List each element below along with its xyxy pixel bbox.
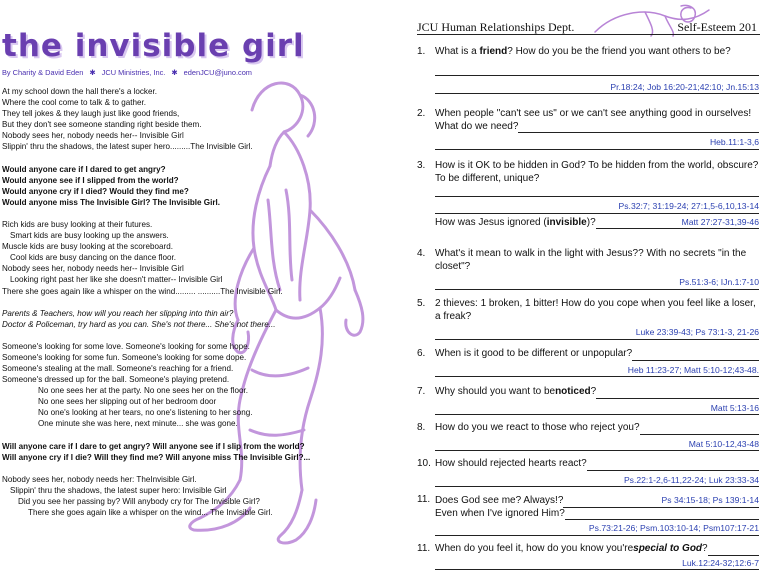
byline-authors: By Charity & David Eden bbox=[2, 68, 84, 77]
question-text: ? How do you be the friend you want others to be? bbox=[507, 46, 731, 57]
question-text: How should rejected hearts react? bbox=[435, 458, 587, 469]
star-icon: ✱ bbox=[89, 68, 96, 77]
answer-line[interactable] bbox=[435, 279, 679, 290]
question-text: Even when I've ignored Him? bbox=[435, 507, 565, 519]
question-text: When do you feel it, how do you know you're bbox=[435, 543, 634, 554]
question-text: What's it mean to walk in the light with Jesus?? With no secrets "in the closet"? bbox=[435, 248, 747, 272]
question-text: )? bbox=[586, 216, 596, 228]
poem-line: Slippin' thru the shadows, the latest super hero.........The Invisible Girl. bbox=[2, 142, 253, 152]
answer-line[interactable] bbox=[435, 64, 759, 76]
answer-line[interactable] bbox=[435, 83, 610, 94]
poem-line: No one sees her at the party. No one sees her on the floor. bbox=[38, 386, 248, 396]
poem-line: At my school down the hall there's a locker. bbox=[2, 87, 157, 96]
poem-line: Nobody sees her, nobody needs her-- Invisible Girl bbox=[2, 264, 184, 274]
question-3 bbox=[417, 160, 759, 229]
course-name: Self-Esteem 201 bbox=[677, 20, 757, 34]
question-number: 7. bbox=[417, 386, 426, 397]
question-text: How do you we react to those who reject you? bbox=[435, 422, 640, 433]
answer-line[interactable] bbox=[565, 509, 759, 520]
question-number: 11. bbox=[417, 543, 431, 554]
poem-line: Muscle kids are busy looking at the scoreboard. bbox=[2, 242, 173, 252]
poem-line: One minute she was here, next minute... she was gone. bbox=[38, 419, 238, 429]
question-text: ? bbox=[590, 386, 597, 397]
poem-line: Nobody sees her, nobody needs her-- Invisible Girl bbox=[2, 131, 184, 141]
answer-line[interactable] bbox=[435, 185, 759, 197]
parents-stanza bbox=[2, 308, 332, 330]
question-emphasis: invisible bbox=[546, 216, 587, 228]
scripture-reference: Ps 34:15-18; Ps 139:1-14 bbox=[662, 494, 759, 508]
byline bbox=[2, 68, 256, 77]
question-number: 1. bbox=[417, 46, 426, 57]
stanza-2 bbox=[2, 219, 332, 297]
poem-line: No one sees her slipping out of her bedroom door bbox=[38, 397, 217, 407]
answer-line[interactable] bbox=[563, 497, 661, 508]
poem-line: Nobody sees her, nobody needs her: TheInvisible Girl. bbox=[2, 474, 197, 484]
department-name: JCU Human Relationships Dept. bbox=[417, 20, 575, 34]
scripture-reference: Luke 23:39-43; Ps 73:1-3, 21-26 bbox=[636, 326, 759, 340]
question-number: 3. bbox=[417, 160, 426, 171]
answer-line[interactable] bbox=[708, 545, 759, 556]
question-10 bbox=[417, 458, 759, 487]
question-11b bbox=[417, 543, 759, 570]
answer-line[interactable] bbox=[435, 440, 689, 451]
answer-line[interactable] bbox=[435, 366, 628, 377]
question-2 bbox=[417, 108, 759, 150]
scripture-reference: Ps.73:21-26; Psm.103:10-14; Psm107:17-21 bbox=[589, 522, 759, 536]
question-1 bbox=[417, 46, 759, 94]
scripture-reference: Ps.51:3-6; IJn.1:7-10 bbox=[679, 276, 759, 290]
question-number: 5. bbox=[417, 298, 426, 309]
question-number: 8. bbox=[417, 422, 426, 433]
question-emphasis: noticed bbox=[555, 386, 591, 397]
answer-line[interactable] bbox=[596, 388, 759, 399]
chorus-line: Will anyone care if I dare to get angry? Will anyone see if I slip from the world? bbox=[2, 441, 305, 451]
scripture-reference: Mat 5:10-12,43-48 bbox=[689, 438, 759, 452]
question-text: Why should you want to be bbox=[435, 386, 556, 397]
poem-line: Where the cool come to talk & to gather. bbox=[2, 98, 146, 108]
chorus-line: Would anyone cry if I died? Would they find me? bbox=[2, 186, 189, 196]
stanza-1 bbox=[2, 86, 332, 153]
answer-line[interactable] bbox=[435, 476, 624, 487]
question-7 bbox=[417, 386, 759, 415]
scripture-reference: Luk.12:24-32;12:6-7 bbox=[682, 557, 759, 570]
question-text: What do we need? bbox=[435, 120, 519, 132]
poem-line: Slippin' thru the shadows, the latest super hero: Invisible Girl bbox=[10, 485, 227, 495]
poem-line: Smart kids are busy looking up the answers. bbox=[10, 231, 169, 241]
question-number: 4. bbox=[417, 248, 426, 259]
poem-line: But they don't see someone standing right beside them. bbox=[2, 120, 202, 130]
stanza-3 bbox=[2, 341, 332, 430]
question-number: 10. bbox=[417, 458, 431, 469]
poem-line: There she goes again like a whisper on the wind......... ..........The Invisible Girl. bbox=[2, 286, 283, 296]
chorus-2 bbox=[2, 441, 332, 463]
question-text: When people "can't see us" or we can't see anything good in ourselves! bbox=[435, 108, 752, 119]
poem-line: Rich kids are busy looking at their futures. bbox=[2, 219, 153, 229]
poem-line: Looking right past her like she doesn't matter-- Invisible Girl bbox=[10, 275, 223, 285]
poem-title: the invisible girl bbox=[2, 28, 305, 64]
poem-line: Someone's dressed up for the ball. Someone's playing pretend. bbox=[2, 375, 230, 385]
scripture-reference: Pr.18:24; Job 16:20-21;42:10; Jn.15:13 bbox=[610, 81, 759, 95]
poem-line: Doctor & Policeman, try hard as you can. She's not there... She's not there... bbox=[2, 319, 276, 329]
answer-line[interactable] bbox=[435, 525, 589, 536]
byline-org: JCU Ministries, Inc. bbox=[101, 68, 166, 77]
poem-line: Parents & Teachers, how will you reach her slipping into thin air? bbox=[2, 308, 234, 318]
answer-line[interactable] bbox=[632, 350, 759, 361]
answer-line[interactable] bbox=[435, 203, 619, 214]
question-8 bbox=[417, 422, 759, 451]
poem-line: Cool kids are busy dancing on the dance floor. bbox=[10, 253, 177, 263]
poem-text bbox=[2, 86, 332, 518]
question-text: What is a bbox=[435, 46, 480, 57]
question-text: How was Jesus ignored ( bbox=[435, 216, 547, 228]
poem-line: Someone's stealing at the mall. Someone's reaching for a friend. bbox=[2, 363, 234, 373]
poem-line: Someone's looking for some love. Someone's looking for some hope. bbox=[2, 341, 250, 351]
question-number: 2. bbox=[417, 108, 426, 119]
question-emphasis: friend bbox=[479, 46, 508, 57]
scripture-reference: Matt 5:13-16 bbox=[711, 402, 759, 416]
scripture-reference: Ps.32:7; 31:19-24; 27:1,5-6,10,13-14 bbox=[619, 200, 759, 214]
answer-line[interactable] bbox=[435, 329, 636, 340]
answer-line[interactable] bbox=[587, 460, 759, 471]
answer-line[interactable] bbox=[596, 218, 682, 229]
chorus-line: Will anyone cry if I die? Will they find me? Will anyone miss The Invisible Girl?... bbox=[2, 452, 311, 462]
chorus-line: Would anyone see if I slipped from the world? bbox=[2, 175, 179, 185]
stanza-4 bbox=[2, 474, 332, 518]
byline-email[interactable]: edenJCU@juno.com bbox=[183, 68, 252, 77]
question-text: How is it OK to be hidden in God? To be hidden from the world, obscure? To be different, unique? bbox=[435, 160, 759, 184]
poem-line: Someone's looking for some fun. Someone's looking for some dope. bbox=[2, 352, 247, 362]
question-number: 11. bbox=[417, 494, 431, 505]
poem-line: Did you see her passing by? Will anybody cry for The Invisible Girl? bbox=[18, 496, 260, 506]
chorus-1 bbox=[2, 164, 332, 208]
question-11a bbox=[417, 494, 759, 536]
answer-line[interactable] bbox=[435, 404, 711, 415]
chorus-line: Would anyone miss The Invisible Girl? The Invisible Girl. bbox=[2, 197, 220, 207]
question-text: ? bbox=[702, 543, 708, 554]
poem-line: They tell jokes & they laugh just like good friends, bbox=[2, 109, 180, 119]
star-icon: ✱ bbox=[171, 68, 178, 77]
question-5 bbox=[417, 298, 759, 340]
question-text: 2 thieves: 1 broken, 1 bitter! How do you cope when you feel like a loser, a freak? bbox=[435, 298, 756, 322]
scripture-reference: Ps.22:1-2,6-11,22-24; Luk 23:33-34 bbox=[624, 474, 759, 488]
question-text: When is it good to be different or unpopular? bbox=[435, 348, 633, 359]
poem-line: No one's looking at her tears, no one's listening to her song. bbox=[38, 408, 253, 418]
answer-line[interactable] bbox=[435, 139, 710, 150]
question-4 bbox=[417, 248, 759, 290]
question-emphasis: special to God bbox=[633, 543, 703, 554]
worksheet-column bbox=[405, 0, 760, 570]
question-6 bbox=[417, 348, 759, 377]
question-text: Does God see me? Always!? bbox=[435, 495, 564, 506]
question-number: 6. bbox=[417, 348, 426, 359]
answer-line[interactable] bbox=[435, 559, 682, 570]
answer-line[interactable] bbox=[518, 122, 759, 133]
scripture-reference: Heb.11:1-3,6 bbox=[710, 136, 759, 150]
scripture-reference: Heb 11:23-27; Matt 5:10-12;43-48. bbox=[628, 364, 759, 378]
scripture-reference: Matt 27:27-31,39-46 bbox=[682, 216, 759, 230]
answer-line[interactable] bbox=[640, 424, 759, 435]
chorus-line: Would anyone care if I dared to get angry? bbox=[2, 164, 166, 174]
poem-line: There she goes again like a whisper on the wind... The Invisible Girl. bbox=[28, 508, 273, 517]
